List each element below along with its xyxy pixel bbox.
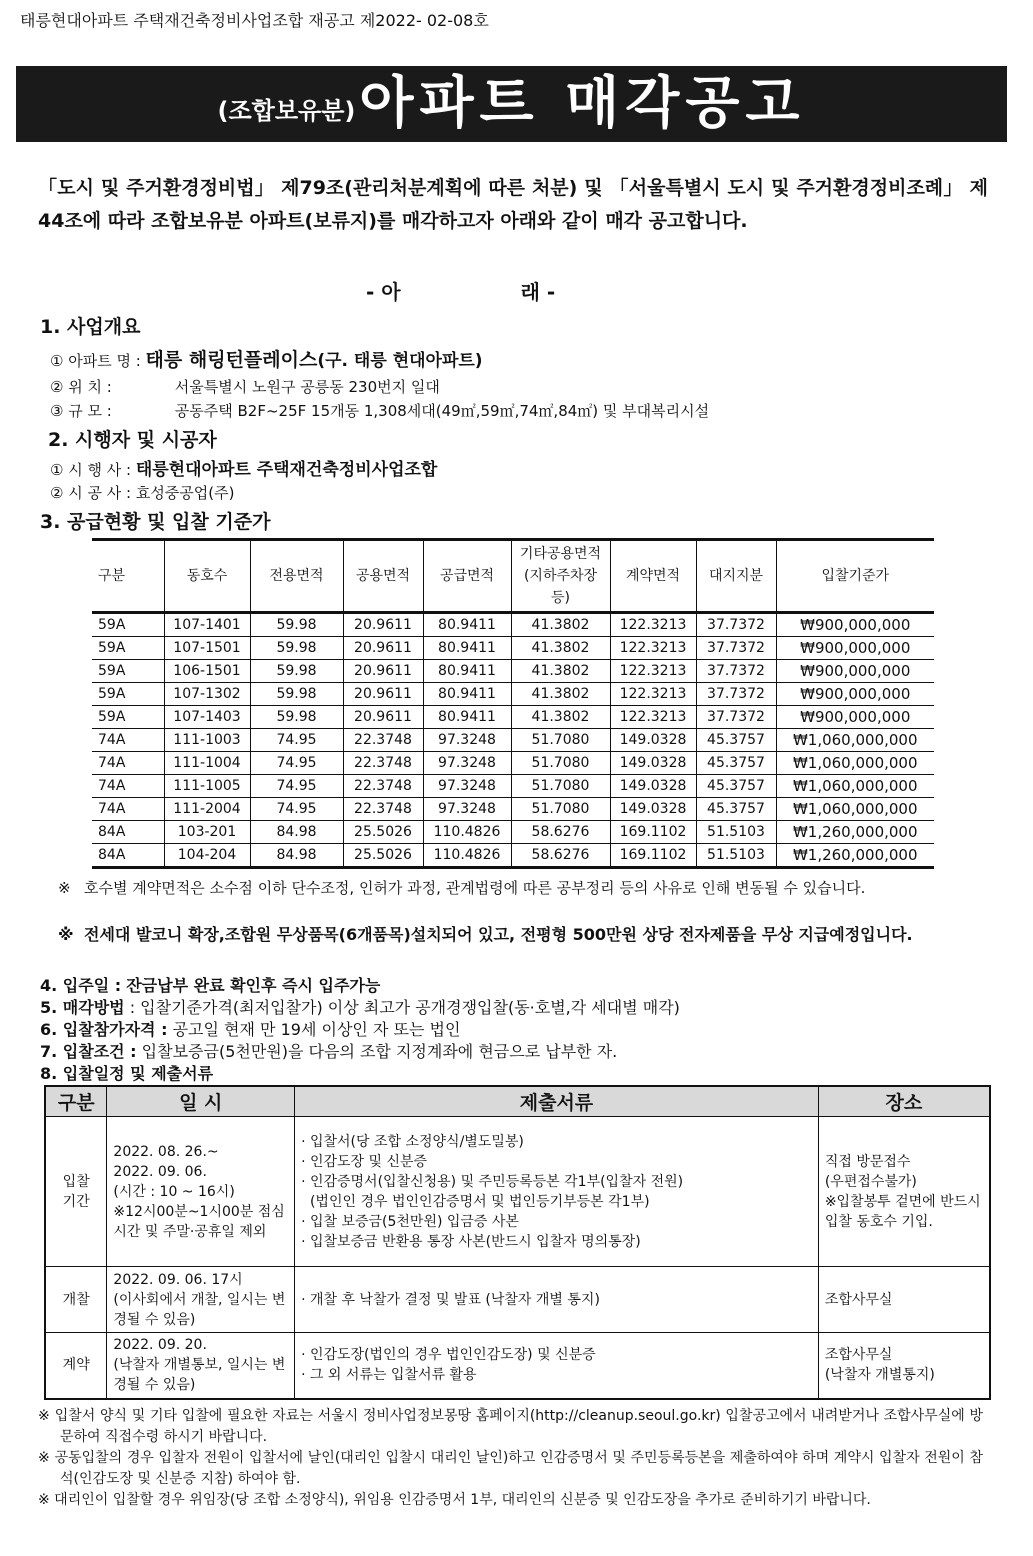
constructor-value: 효성중공업(주) — [135, 484, 235, 502]
note-2-mark: ※ — [58, 925, 74, 944]
table-row — [92, 821, 934, 844]
table-cell: 122.3213 — [610, 613, 696, 637]
table-row — [92, 683, 934, 706]
table-cell: 107-1302 — [164, 683, 250, 706]
table-cell: 84.98 — [250, 821, 343, 844]
table-cell: 169.1102 — [610, 821, 696, 844]
table-cell: 84A — [92, 844, 164, 868]
table-cell: 74.95 — [250, 752, 343, 775]
table-cell: 45.3757 — [696, 729, 776, 752]
table-cell: 59A — [92, 613, 164, 637]
table-cell: 41.3802 — [511, 613, 610, 637]
supply-header-cell: 전용면적 — [250, 540, 343, 613]
table-row — [92, 798, 934, 821]
schedule-row — [45, 1267, 990, 1333]
supply-header-cell: 대지지분 — [696, 540, 776, 613]
table-cell: 59A — [92, 683, 164, 706]
schedule-header-cell: 장소 — [818, 1086, 990, 1117]
table-row — [92, 660, 934, 683]
table-cell: 149.0328 — [610, 729, 696, 752]
schedule-cell-date: 2022. 09. 06. 17시 (이사회에서 개찰, 일시는 변경될 수 있음) — [107, 1267, 295, 1333]
table-cell: ₩1,060,000,000 — [776, 752, 934, 775]
table-cell: 37.7372 — [696, 613, 776, 637]
title-sub: (조합보유분) — [217, 97, 356, 125]
table-cell: 111-1004 — [164, 752, 250, 775]
apartment-name-value: 태릉 해링턴플레이스 — [145, 349, 318, 371]
section-4-label: 4. 입주일 : — [40, 976, 122, 995]
note-2: 전세대 발코니 확장,조합원 무상품목(6개품목)설치되어 있고, 전평형 500만원 상당 전자제품을 무상 지급예정입니다. — [84, 925, 913, 944]
table-cell: 111-1005 — [164, 775, 250, 798]
table-cell: 51.7080 — [511, 775, 610, 798]
table-cell: ₩1,060,000,000 — [776, 775, 934, 798]
table-cell: 41.3802 — [511, 660, 610, 683]
executor-row — [50, 455, 437, 480]
table-cell: 74A — [92, 775, 164, 798]
table-row — [92, 637, 934, 660]
table-cell: 111-1003 — [164, 729, 250, 752]
section-8-title — [40, 1061, 213, 1084]
location-label: ② 위 치 : — [50, 378, 112, 396]
apartment-name-extra: (구. 태릉 현대아파트) — [317, 351, 483, 371]
page-title: 아파트 매각공고 — [359, 71, 806, 136]
executor-label: ① 시 행 사 : — [50, 461, 132, 479]
table-cell: 45.3757 — [696, 798, 776, 821]
note-1: 호수별 계약면적은 소수점 이하 단수조정, 인허가 과정, 관계법령에 따른 공부정리 등의 사유로 인해 변동될 수 있습니다. — [84, 879, 866, 897]
schedule-cell-type: 입찰 기간 — [45, 1117, 107, 1267]
table-cell: 74A — [92, 752, 164, 775]
schedule-header-cell: 제출서류 — [295, 1086, 819, 1117]
schedule-header-row — [45, 1086, 990, 1117]
table-cell: 37.7372 — [696, 660, 776, 683]
location-row — [50, 376, 440, 397]
apartment-name-label: ① 아파트 명 : — [50, 352, 141, 370]
section-5 — [40, 995, 680, 1018]
note-area — [58, 878, 986, 899]
section-3-title: 3. 공급현황 및 입찰 기준가 — [40, 511, 271, 533]
table-cell: 97.3248 — [423, 775, 511, 798]
schedule-header-cell: 구분 — [45, 1086, 107, 1117]
schedule-cell-place: 직접 방문접수 (우편접수불가) ※입찰봉투 겉면에 반드시 입찰 동호수 기입. — [818, 1117, 990, 1267]
table-cell: 22.3748 — [343, 798, 423, 821]
note-1-mark: ※ — [58, 879, 71, 897]
table-cell: 25.5026 — [343, 844, 423, 868]
table-row — [92, 775, 934, 798]
scale-row — [50, 400, 709, 421]
table-cell: 59.98 — [250, 706, 343, 729]
table-cell: 149.0328 — [610, 798, 696, 821]
table-cell: ₩900,000,000 — [776, 706, 934, 729]
table-cell: 22.3748 — [343, 752, 423, 775]
section-4 — [40, 973, 380, 996]
table-cell: ₩1,260,000,000 — [776, 821, 934, 844]
intro-paragraph: 「도시 및 주거환경정비법」 제79조(관리처분계획에 따른 처분) 및 「서울특별시 도시 및 주거환경정비조례」 제44조에 따라 조합보유분 아파트(보류지)를 매각하고자 아래와 같이 매각 공고합니다. — [38, 177, 988, 232]
table-cell: 122.3213 — [610, 683, 696, 706]
table-cell: 74.95 — [250, 729, 343, 752]
section-4-value: 잔금납부 완료 확인후 즉시 입주가능 — [126, 976, 381, 995]
table-cell: 59.98 — [250, 683, 343, 706]
arae-right: 래 - — [520, 280, 556, 304]
table-cell: ₩900,000,000 — [776, 613, 934, 637]
table-cell: 74A — [92, 798, 164, 821]
table-row — [92, 752, 934, 775]
table-cell: 149.0328 — [610, 752, 696, 775]
table-cell: 80.9411 — [423, 706, 511, 729]
table-row — [92, 729, 934, 752]
table-cell: 74.95 — [250, 775, 343, 798]
section-1-title: 1. 사업개요 — [40, 316, 141, 338]
table-cell: 20.9611 — [343, 706, 423, 729]
table-cell: 97.3248 — [423, 798, 511, 821]
schedule-cell-place: 조합사무실 — [818, 1267, 990, 1333]
section-7-label: 7. 입찰조건 : — [40, 1042, 137, 1061]
location-value: 서울특별시 노원구 공릉동 230번지 일대 — [174, 378, 440, 396]
table-cell: 20.9611 — [343, 613, 423, 637]
schedule-body — [45, 1117, 990, 1399]
section-7-value: 입찰보증금(5천만원)을 다음의 조합 지정계좌에 현금으로 납부한 자. — [141, 1042, 618, 1061]
title-banner — [16, 66, 1007, 142]
table-cell: 59.98 — [250, 637, 343, 660]
schedule-row — [45, 1117, 990, 1267]
table-cell: 80.9411 — [423, 637, 511, 660]
table-cell: 51.7080 — [511, 752, 610, 775]
table-cell: 37.7372 — [696, 706, 776, 729]
table-cell: 80.9411 — [423, 683, 511, 706]
section-5-value: : 입찰기준가격(최저입찰가) 이상 최고가 공개경쟁입찰(동·호별,각 세대별 매각) — [129, 998, 680, 1017]
table-cell: 97.3248 — [423, 752, 511, 775]
table-cell: 20.9611 — [343, 637, 423, 660]
schedule-row — [45, 1333, 990, 1399]
table-cell: 97.3248 — [423, 729, 511, 752]
table-cell: 107-1501 — [164, 637, 250, 660]
schedule-cell-date: 2022. 09. 20. (낙찰자 개별통보, 일시는 변경될 수 있음) — [107, 1333, 295, 1399]
table-cell: 41.3802 — [511, 706, 610, 729]
supply-header-cell: 계약면적 — [610, 540, 696, 613]
table-cell: 41.3802 — [511, 637, 610, 660]
scale-value: 공동주택 B2F~25F 15개동 1,308세대(49㎡,59㎡,74㎡,84㎡) 및 부대복리시설 — [174, 402, 710, 420]
table-cell: 45.3757 — [696, 775, 776, 798]
schedule-table — [44, 1085, 991, 1400]
supply-body — [92, 613, 934, 868]
table-cell: 51.5103 — [696, 844, 776, 868]
table-cell: 110.4826 — [423, 844, 511, 868]
supply-header-cell: 구분 — [92, 540, 164, 613]
table-cell: 122.3213 — [610, 637, 696, 660]
schedule-cell-type: 계약 — [45, 1333, 107, 1399]
table-cell: 107-1403 — [164, 706, 250, 729]
table-cell: 107-1401 — [164, 613, 250, 637]
table-cell: 122.3213 — [610, 706, 696, 729]
schedule-cell-type: 개찰 — [45, 1267, 107, 1333]
notice-number: 태릉현대아파트 주택재건축정비사업조합 재공고 제2022- 02-08호 — [20, 11, 489, 30]
note-area-2 — [58, 924, 986, 945]
section-5-label: 5. 매각방법 — [40, 998, 125, 1017]
table-cell: 74.95 — [250, 798, 343, 821]
footnote: ※ 공동입찰의 경우 입찰자 전원이 입찰서에 날인(대리인 입찰시 대리인 날인)하고 인감증명서 및 주민등록등본을 제출하여야 하며 계약시 입찰자 전원이 참석(인감도장 및 신분증 지참) 하여야 함. — [38, 1450, 983, 1487]
supply-header-cell: 공용면적 — [343, 540, 423, 613]
schedule-header-cell: 일 시 — [107, 1086, 295, 1117]
arae-left: - 아 — [366, 280, 401, 304]
table-cell: 111-2004 — [164, 798, 250, 821]
table-cell: 22.3748 — [343, 729, 423, 752]
table-cell: 80.9411 — [423, 613, 511, 637]
section-6-value: 공고일 현재 만 19세 이상인 자 또는 법인 — [172, 1020, 461, 1039]
schedule-cell-docs: · 개찰 후 낙찰가 결정 및 발표 (낙찰자 개별 통지) — [295, 1267, 819, 1333]
table-cell: 20.9611 — [343, 683, 423, 706]
arae-heading — [366, 276, 555, 305]
supply-header-cell: 기타공용면적(지하주차장등) — [511, 540, 610, 613]
section-8-title-text: 8. 입찰일정 및 제출서류 — [40, 1064, 214, 1083]
table-cell: 106-1501 — [164, 660, 250, 683]
table-cell: ₩1,060,000,000 — [776, 798, 934, 821]
table-cell: 51.7080 — [511, 729, 610, 752]
table-cell: 59A — [92, 706, 164, 729]
apartment-name-row — [50, 345, 483, 372]
section-6-label: 6. 입찰참가자격 : — [40, 1020, 168, 1039]
table-cell: 80.9411 — [423, 660, 511, 683]
table-cell: 149.0328 — [610, 775, 696, 798]
table-cell: 45.3757 — [696, 752, 776, 775]
table-cell: ₩1,260,000,000 — [776, 844, 934, 868]
table-cell: 84.98 — [250, 844, 343, 868]
table-cell: 58.6276 — [511, 844, 610, 868]
table-cell: 37.7372 — [696, 683, 776, 706]
table-row — [92, 844, 934, 868]
table-cell: 169.1102 — [610, 844, 696, 868]
table-cell: 41.3802 — [511, 683, 610, 706]
table-cell: 22.3748 — [343, 775, 423, 798]
scale-label: ③ 규 모 : — [50, 402, 112, 420]
table-cell: ₩900,000,000 — [776, 683, 934, 706]
executor-value: 태릉현대아파트 주택재건축정비사업조합 — [135, 460, 438, 480]
supply-header-cell: 공급면적 — [423, 540, 511, 613]
section-6 — [40, 1017, 460, 1040]
table-cell: 110.4826 — [423, 821, 511, 844]
section-2-title: 2. 시행자 및 시공자 — [48, 429, 217, 451]
table-cell: 59.98 — [250, 660, 343, 683]
table-cell: 122.3213 — [610, 660, 696, 683]
table-row — [92, 613, 934, 637]
table-cell: 51.5103 — [696, 821, 776, 844]
table-cell: 103-201 — [164, 821, 250, 844]
table-row — [92, 706, 934, 729]
table-cell: 59A — [92, 637, 164, 660]
table-cell: ₩900,000,000 — [776, 660, 934, 683]
table-cell: 37.7372 — [696, 637, 776, 660]
schedule-cell-docs: · 입찰서(당 조합 소정양식/별도밀봉) · 인감도장 및 신분증 · 인감증명서(입찰신청용) 및 주민등록등본 각1부(입찰자 전원) (법인인 경우 법인인감증명서 및 법인등기부등본 각1부) · 입찰 보증금(5천만원) 입금증 사본 · 입찰보증금 반환용 통장 사본(반드시 입찰자 명의통장) — [295, 1117, 819, 1267]
section-7 — [40, 1039, 617, 1062]
table-cell: 104-204 — [164, 844, 250, 868]
table-cell: 25.5026 — [343, 821, 423, 844]
supply-header-row — [92, 540, 934, 613]
constructor-row — [50, 482, 234, 503]
constructor-label: ② 시 공 사 : — [50, 484, 132, 502]
table-cell: 74A — [92, 729, 164, 752]
table-cell: 51.7080 — [511, 798, 610, 821]
supply-header-cell: 입찰기준가 — [776, 540, 934, 613]
schedule-cell-place: 조합사무실 (낙찰자 개별통지) — [818, 1333, 990, 1399]
supply-header-cell: 동호수 — [164, 540, 250, 613]
schedule-cell-date: 2022. 08. 26.~ 2022. 09. 06. (시간 : 10 ~ 16시) ※12시00분~1시00분 점심시간 및 주말·공휴일 제외 — [107, 1117, 295, 1267]
footnotes — [38, 1406, 983, 1511]
table-cell: ₩1,060,000,000 — [776, 729, 934, 752]
table-cell: 20.9611 — [343, 660, 423, 683]
supply-table — [92, 538, 934, 869]
table-cell: 84A — [92, 821, 164, 844]
footnote: ※ 입찰서 양식 및 기타 입찰에 필요한 자료는 서울시 정비사업정보몽땅 홈페이지(http://cleanup.seoul.go.kr) 입찰공고에서 내려받거나 조합사무실에 방문하여 직접수령 하시기 바랍니다. — [38, 1408, 983, 1445]
table-cell: 59A — [92, 660, 164, 683]
schedule-cell-docs: · 인감도장(법인의 경우 법인인감도장) 및 신분증 · 그 외 서류는 입찰서류 활용 — [295, 1333, 819, 1399]
table-cell: ₩900,000,000 — [776, 637, 934, 660]
table-cell: 59.98 — [250, 613, 343, 637]
table-cell: 58.6276 — [511, 821, 610, 844]
footnote: ※ 대리인이 입찰할 경우 위임장(당 조합 소정양식), 위임용 인감증명서 1부, 대리인의 신분증 및 인감도장을 추가로 준비하기기 바랍니다. — [38, 1492, 871, 1508]
